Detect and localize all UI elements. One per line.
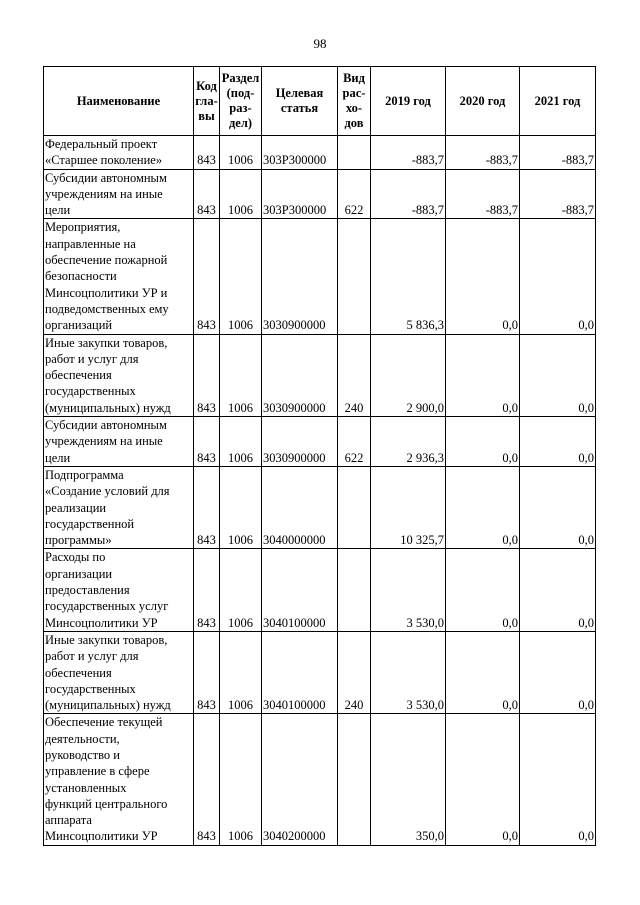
cell-section: 1006 bbox=[220, 219, 262, 334]
cell-2019: 2 936,3 bbox=[371, 417, 446, 467]
table-row bbox=[44, 136, 596, 170]
cell-code: 843 bbox=[194, 136, 220, 170]
cell-type bbox=[338, 549, 371, 631]
cell-type: 622 bbox=[338, 417, 371, 467]
cell-2020: -883,7 bbox=[446, 136, 520, 170]
table-row bbox=[44, 169, 596, 219]
cell-type: 240 bbox=[338, 631, 371, 713]
name-line: предоставления bbox=[45, 583, 130, 598]
cell-2019: 350,0 bbox=[371, 714, 446, 845]
name-line: Обеспечение текущей bbox=[45, 715, 163, 730]
cell-section: 1006 bbox=[220, 169, 262, 219]
cell-type bbox=[338, 714, 371, 845]
cell-2020: 0,0 bbox=[446, 714, 520, 845]
cell-type bbox=[338, 136, 371, 170]
header-section-line: (под- bbox=[226, 86, 255, 100]
cell-2019: 3 530,0 bbox=[371, 549, 446, 631]
name-line: Подпрограмма bbox=[45, 467, 124, 482]
name-line: деятельности, bbox=[45, 731, 120, 746]
name-line: цели bbox=[45, 203, 71, 218]
name-line: Иные закупки товаров, bbox=[45, 335, 168, 350]
cell-code: 843 bbox=[194, 466, 220, 548]
name-line: учреждениям на иные bbox=[45, 434, 163, 449]
name-line: обеспечения bbox=[45, 665, 112, 680]
header-type-line: дов bbox=[344, 116, 364, 130]
cell-section: 1006 bbox=[220, 631, 262, 713]
header-code-line: гла- bbox=[195, 93, 218, 108]
cell-2020: -883,7 bbox=[446, 169, 520, 219]
name-line: Расходы по bbox=[45, 550, 106, 565]
cell-2021: 0,0 bbox=[520, 631, 596, 713]
cell-2021: -883,7 bbox=[520, 169, 596, 219]
cell-target: 3030900000 bbox=[262, 219, 338, 334]
header-type-line: хо- bbox=[345, 101, 363, 115]
header-name: Наименование bbox=[44, 67, 194, 136]
cell-name bbox=[44, 169, 194, 219]
cell-target: 303P300000 bbox=[262, 169, 338, 219]
table-row bbox=[44, 466, 596, 548]
table-row bbox=[44, 631, 596, 713]
cell-code: 843 bbox=[194, 549, 220, 631]
name-line: государственной bbox=[45, 516, 135, 531]
cell-2019: -883,7 bbox=[371, 136, 446, 170]
header-section-line: Раздел bbox=[221, 71, 260, 85]
name-line: Федеральный проект bbox=[45, 137, 158, 151]
name-line: (муниципальных) нужд bbox=[45, 400, 171, 415]
name-line: руководство и bbox=[45, 747, 120, 762]
cell-target: 3040100000 bbox=[262, 549, 338, 631]
cell-2019: -883,7 bbox=[371, 169, 446, 219]
name-line: «Создание условий для bbox=[45, 484, 170, 499]
cell-2021: -883,7 bbox=[520, 136, 596, 170]
cell-type bbox=[338, 466, 371, 548]
cell-section: 1006 bbox=[220, 136, 262, 170]
cell-2021: 0,0 bbox=[520, 417, 596, 467]
name-line: направленные на bbox=[45, 236, 136, 251]
cell-name bbox=[44, 466, 194, 548]
cell-name bbox=[44, 334, 194, 416]
table-row bbox=[44, 714, 596, 845]
cell-section: 1006 bbox=[220, 714, 262, 845]
header-section-line: раз- bbox=[229, 101, 252, 115]
header-code-line: вы bbox=[198, 108, 215, 123]
budget-table bbox=[43, 66, 596, 846]
cell-name bbox=[44, 136, 194, 170]
name-line: Иные закупки товаров, bbox=[45, 632, 168, 647]
name-line: установленных bbox=[45, 780, 127, 795]
name-line: учреждениям на иные bbox=[45, 186, 163, 201]
cell-section: 1006 bbox=[220, 417, 262, 467]
cell-2019: 2 900,0 bbox=[371, 334, 446, 416]
header-target bbox=[262, 67, 338, 136]
name-line: аппарата bbox=[45, 813, 92, 828]
cell-2020: 0,0 bbox=[446, 631, 520, 713]
cell-2021: 0,0 bbox=[520, 219, 596, 334]
cell-code: 843 bbox=[194, 714, 220, 845]
cell-2019: 5 836,3 bbox=[371, 219, 446, 334]
name-line: программы» bbox=[45, 533, 112, 548]
name-line: (муниципальных) нужд bbox=[45, 698, 171, 713]
cell-section: 1006 bbox=[220, 549, 262, 631]
name-line: «Старшее поколение» bbox=[45, 153, 163, 168]
header-2019: 2019 год bbox=[371, 67, 446, 136]
cell-code: 843 bbox=[194, 334, 220, 416]
name-line: Мероприятия, bbox=[45, 220, 121, 235]
name-line: реализации bbox=[45, 500, 107, 515]
name-line: государственных услуг bbox=[45, 599, 169, 614]
cell-target: 303P300000 bbox=[262, 136, 338, 170]
name-line: подведомственных ему bbox=[45, 301, 169, 316]
cell-target: 3040100000 bbox=[262, 631, 338, 713]
header-section bbox=[220, 67, 262, 136]
name-line: безопасности bbox=[45, 269, 117, 284]
header-2020: 2020 год bbox=[446, 67, 520, 136]
header-code bbox=[194, 67, 220, 136]
cell-name bbox=[44, 549, 194, 631]
name-line: Субсидии автономным bbox=[45, 418, 167, 433]
table-row bbox=[44, 334, 596, 416]
cell-type bbox=[338, 219, 371, 334]
cell-type: 622 bbox=[338, 169, 371, 219]
header-type-line: рас- bbox=[342, 86, 366, 100]
cell-2019: 3 530,0 bbox=[371, 631, 446, 713]
header-type-line: Вид bbox=[343, 71, 365, 85]
table-row bbox=[44, 417, 596, 467]
cell-name bbox=[44, 219, 194, 334]
cell-code: 843 bbox=[194, 417, 220, 467]
name-line: Минсоцполитики УР bbox=[45, 615, 158, 630]
cell-target: 3040000000 bbox=[262, 466, 338, 548]
cell-2021: 0,0 bbox=[520, 334, 596, 416]
name-line: организации bbox=[45, 566, 113, 581]
table-header-row bbox=[44, 67, 596, 136]
name-line: работ и услуг для bbox=[45, 351, 139, 366]
name-line: Субсидии автономным bbox=[45, 170, 167, 185]
cell-2020: 0,0 bbox=[446, 417, 520, 467]
header-code-line: Код bbox=[196, 78, 217, 93]
cell-2021: 0,0 bbox=[520, 466, 596, 548]
cell-2019: 10 325,7 bbox=[371, 466, 446, 548]
cell-name bbox=[44, 631, 194, 713]
cell-2021: 0,0 bbox=[520, 714, 596, 845]
cell-section: 1006 bbox=[220, 466, 262, 548]
table-row bbox=[44, 219, 596, 334]
table-row bbox=[44, 549, 596, 631]
name-line: цели bbox=[45, 450, 71, 465]
name-line: государственных bbox=[45, 681, 136, 696]
header-target-line: статья bbox=[280, 101, 319, 115]
cell-target: 3030900000 bbox=[262, 334, 338, 416]
cell-name bbox=[44, 417, 194, 467]
name-line: работ и услуг для bbox=[45, 649, 139, 664]
name-line: функций центрального bbox=[45, 796, 168, 811]
cell-2020: 0,0 bbox=[446, 466, 520, 548]
cell-code: 843 bbox=[194, 219, 220, 334]
header-section-line: дел) bbox=[228, 116, 253, 130]
cell-target: 3040200000 bbox=[262, 714, 338, 845]
cell-type: 240 bbox=[338, 334, 371, 416]
name-line: государственных bbox=[45, 384, 136, 399]
cell-section: 1006 bbox=[220, 334, 262, 416]
cell-name bbox=[44, 714, 194, 845]
cell-2020: 0,0 bbox=[446, 334, 520, 416]
name-line: обеспечение пожарной bbox=[45, 253, 168, 268]
cell-code: 843 bbox=[194, 169, 220, 219]
cell-2020: 0,0 bbox=[446, 219, 520, 334]
header-target-line: Целевая bbox=[275, 86, 324, 100]
cell-2020: 0,0 bbox=[446, 549, 520, 631]
cell-code: 843 bbox=[194, 631, 220, 713]
cell-2021: 0,0 bbox=[520, 549, 596, 631]
name-line: организаций bbox=[45, 318, 113, 333]
name-line: управление в сфере bbox=[45, 764, 150, 779]
header-2021: 2021 год bbox=[520, 67, 596, 136]
name-line: обеспечения bbox=[45, 368, 112, 383]
name-line: Минсоцполитики УР и bbox=[45, 285, 168, 300]
name-line: Минсоцполитики УР bbox=[45, 829, 158, 844]
page-number: 98 bbox=[313, 36, 327, 51]
header-type bbox=[338, 67, 371, 136]
cell-target: 3030900000 bbox=[262, 417, 338, 467]
